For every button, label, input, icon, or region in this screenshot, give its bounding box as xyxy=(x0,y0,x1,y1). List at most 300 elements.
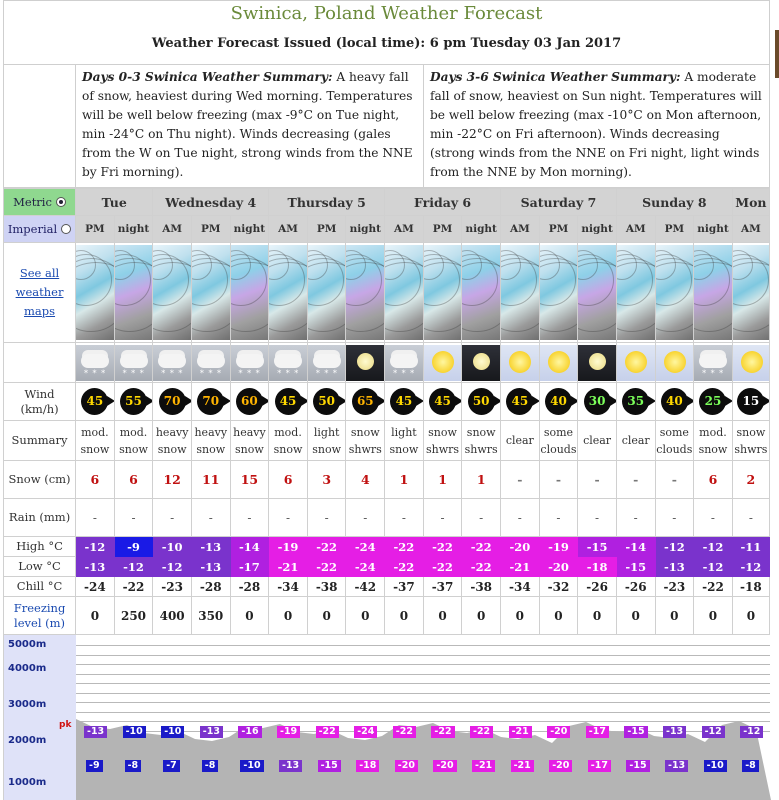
altitude-label: 4000m xyxy=(8,663,47,674)
summary-cell: snow shwrs xyxy=(462,421,501,461)
weather-icon xyxy=(656,345,694,381)
rain-cell: - xyxy=(501,499,540,537)
wind-cell xyxy=(230,383,269,421)
weather-icon-cell xyxy=(230,343,269,383)
mountain-profile xyxy=(3,635,770,800)
weather-map-image[interactable] xyxy=(385,245,423,340)
freezing-level-cell: 400 xyxy=(153,597,192,635)
chill-cell: -32 xyxy=(539,577,578,597)
wind-arrow-icon xyxy=(687,396,694,406)
snow-cell: - xyxy=(578,461,617,499)
low-temp-cell: -12 xyxy=(153,557,192,577)
weather-map-cell[interactable] xyxy=(462,243,501,343)
peak-temp-tag: -10 xyxy=(123,726,146,738)
icon-row-label xyxy=(4,343,76,383)
freezing-level-cell: 0 xyxy=(307,597,346,635)
summary-cell: clear xyxy=(616,421,655,461)
low-temp-cell: -21 xyxy=(501,557,540,577)
period-header: AM xyxy=(153,216,192,243)
weather-map-cell[interactable] xyxy=(655,243,694,343)
high-temp-cell: -12 xyxy=(76,537,115,557)
snow-cell: 1 xyxy=(385,461,424,499)
cloud-icon xyxy=(236,354,264,368)
weather-icon xyxy=(153,345,191,381)
wind-arrow-icon xyxy=(185,396,192,406)
weather-map-image[interactable] xyxy=(462,245,500,340)
low-temp-cell: -20 xyxy=(539,557,578,577)
weather-icon-cell xyxy=(269,343,308,383)
metric-label: Metric xyxy=(13,195,52,209)
weather-icon-cell xyxy=(346,343,385,383)
wind-arrow-icon xyxy=(262,396,269,406)
grid-line xyxy=(76,645,770,646)
base-temp-tag: -18 xyxy=(356,760,379,772)
peak-marker: pk xyxy=(59,720,72,730)
wind-cell xyxy=(191,383,230,421)
wind-cell xyxy=(732,383,769,421)
high-temp-cell: -9 xyxy=(114,537,153,557)
summary-cell: some clouds xyxy=(655,421,694,461)
weather-icon xyxy=(424,345,462,381)
weather-map-cell[interactable] xyxy=(76,243,115,343)
snowflake-icon: * * * xyxy=(702,368,725,378)
high-temp-cell: -12 xyxy=(694,537,733,557)
isobar-line xyxy=(462,262,500,340)
peak-temp-tag: -12 xyxy=(702,726,725,738)
snow-cell: 12 xyxy=(153,461,192,499)
chill-cell: -37 xyxy=(423,577,462,597)
wind-speed-badge xyxy=(468,388,495,415)
isobar-line xyxy=(269,262,307,340)
forecast-header xyxy=(3,0,770,64)
snow-cell: 1 xyxy=(423,461,462,499)
peak-temp-tag: -12 xyxy=(740,726,763,738)
weather-icon xyxy=(617,345,655,381)
freezing-level-cell: 0 xyxy=(578,597,617,635)
weather-icon xyxy=(231,345,269,381)
day-header: Wednesday 4 xyxy=(153,189,269,216)
isobar-line xyxy=(346,262,384,340)
imperial-option[interactable] xyxy=(4,216,76,243)
wind-cell xyxy=(423,383,462,421)
peak-temp-tag: -13 xyxy=(663,726,686,738)
isobar-line xyxy=(540,262,578,340)
altitude-label: 5000m xyxy=(8,639,47,650)
weather-map-cell[interactable] xyxy=(307,243,346,343)
weather-icon-cell xyxy=(307,343,346,383)
weather-map-image[interactable] xyxy=(308,245,346,340)
summary-cell: mod. snow xyxy=(694,421,733,461)
peak-temp-tag: -17 xyxy=(586,726,609,738)
isobar-line xyxy=(733,262,770,340)
base-temp-tag: -9 xyxy=(86,760,103,772)
peak-temp-tag: -20 xyxy=(547,726,570,738)
summary-a-title: Days 0-3 Swinica Weather Summary: xyxy=(82,70,333,84)
peak-temp-tag: -10 xyxy=(161,726,184,738)
cloud-icon xyxy=(120,354,148,368)
chill-cell: -37 xyxy=(385,577,424,597)
peak-temp-tag: -15 xyxy=(624,726,647,738)
weather-maps-link[interactable]: See all weather maps xyxy=(15,266,64,318)
period-header: AM xyxy=(385,216,424,243)
high-temp-cell: -22 xyxy=(385,537,424,557)
wind-speed-value: 45 xyxy=(279,394,297,408)
wind-speed-value: 40 xyxy=(550,394,567,408)
period-header: AM xyxy=(501,216,540,243)
weather-icon-cell xyxy=(732,343,769,383)
wind-arrow-icon xyxy=(223,396,230,406)
weather-map-cell[interactable] xyxy=(694,243,733,343)
weather-map-cell[interactable] xyxy=(230,243,269,343)
imperial-label: Imperial xyxy=(7,222,58,236)
sun-icon xyxy=(741,351,763,373)
weather-map-image[interactable] xyxy=(540,245,578,340)
moon-icon xyxy=(589,353,606,370)
rain-cell: - xyxy=(732,499,769,537)
isobar-line xyxy=(424,262,462,340)
freezing-level-cell: 0 xyxy=(423,597,462,635)
period-header: AM xyxy=(616,216,655,243)
weather-map-cell[interactable] xyxy=(346,243,385,343)
weather-icon xyxy=(385,345,423,381)
isobar-line xyxy=(76,262,114,340)
wind-cell xyxy=(462,383,501,421)
wind-arrow-icon xyxy=(416,396,423,406)
sun-icon xyxy=(548,351,570,373)
weather-map-image[interactable] xyxy=(424,245,462,340)
wind-speed-badge xyxy=(236,388,263,415)
weather-map-image[interactable] xyxy=(694,245,732,340)
high-temp-cell: -20 xyxy=(501,537,540,557)
rain-cell: - xyxy=(114,499,153,537)
wind-speed-badge xyxy=(699,388,726,415)
wind-arrow-icon xyxy=(301,396,308,406)
rain-cell: - xyxy=(655,499,694,537)
wind-speed-value: 25 xyxy=(704,394,722,408)
isobar-line xyxy=(153,262,191,340)
weather-icon-cell xyxy=(191,343,230,383)
grid-line xyxy=(76,664,770,665)
summary-cell: snow shwrs xyxy=(346,421,385,461)
rain-cell: - xyxy=(76,499,115,537)
wind-speed-value: 45 xyxy=(86,394,104,408)
freezing-level-cell: 0 xyxy=(346,597,385,635)
summary-cell: mod. snow xyxy=(76,421,115,461)
snow-label: Snow (cm) xyxy=(4,461,76,499)
summary-cell: clear xyxy=(578,421,617,461)
day-header: Thursday 5 xyxy=(269,189,385,216)
wind-speed-badge xyxy=(81,388,108,415)
cloud-icon xyxy=(274,354,302,368)
isobar-line xyxy=(231,262,269,340)
weather-icon xyxy=(694,345,732,381)
weather-map-image[interactable] xyxy=(115,245,153,340)
weather-icon-cell xyxy=(616,343,655,383)
rain-cell: - xyxy=(539,499,578,537)
metric-option[interactable] xyxy=(4,189,76,216)
isobar-line xyxy=(385,262,423,340)
base-temp-tag: -8 xyxy=(125,760,142,772)
wind-speed-value: 30 xyxy=(588,394,606,408)
weather-icon-cell xyxy=(153,343,192,383)
chill-cell: -18 xyxy=(732,577,769,597)
wind-speed-value: 40 xyxy=(665,394,683,408)
chill-cell: -34 xyxy=(269,577,308,597)
freezing-level-cell: 0 xyxy=(539,597,578,635)
isobar-line xyxy=(308,262,346,340)
snowflake-icon: * * * xyxy=(277,368,300,378)
weather-map-image[interactable] xyxy=(76,245,114,340)
day-header: Saturday 7 xyxy=(501,189,617,216)
cloud-icon xyxy=(158,354,186,368)
day-header: Sunday 8 xyxy=(616,189,732,216)
snow-cell: - xyxy=(539,461,578,499)
weather-icon xyxy=(578,345,616,381)
period-header: PM xyxy=(191,216,230,243)
rain-cell: - xyxy=(191,499,230,537)
rain-cell: - xyxy=(153,499,192,537)
wind-speed-value: 15 xyxy=(742,394,760,408)
rain-cell: - xyxy=(694,499,733,537)
peak-temp-tag: -22 xyxy=(431,726,454,738)
snow-cell: 6 xyxy=(76,461,115,499)
snowflake-icon: * * * xyxy=(84,368,107,378)
freezing-level-cell: 250 xyxy=(114,597,153,635)
cloud-icon xyxy=(313,354,341,368)
peak-temp-tag: -22 xyxy=(470,726,493,738)
period-header: night xyxy=(578,216,617,243)
summary-b-title: Days 3-6 Swinica Weather Summary: xyxy=(430,70,681,84)
freezing-level-label: Freezing level (m) xyxy=(4,597,76,635)
summary-days-3-6 xyxy=(424,65,769,187)
page-title: Swinica, Poland Weather Forecast xyxy=(230,3,543,24)
weather-map-cell[interactable] xyxy=(501,243,540,343)
weather-map-image[interactable] xyxy=(733,245,770,340)
grid-line xyxy=(76,683,770,684)
issued-time: Weather Forecast Issued (local time): 6 pm Tuesday 03 Jan 2017 xyxy=(151,36,622,51)
base-temp-tag: -21 xyxy=(511,760,534,772)
weather-map-cell[interactable] xyxy=(539,243,578,343)
base-temp-tag: -8 xyxy=(202,760,219,772)
low-temp-cell: -21 xyxy=(269,557,308,577)
snowflake-icon: * * * xyxy=(161,368,184,378)
isobar-line xyxy=(115,262,153,340)
wind-cell xyxy=(346,383,385,421)
weather-icon xyxy=(462,345,500,381)
rain-cell: - xyxy=(346,499,385,537)
period-header: night xyxy=(114,216,153,243)
low-temp-cell: -17 xyxy=(230,557,269,577)
cloud-icon xyxy=(390,354,418,368)
base-temp-tag: -21 xyxy=(472,760,495,772)
wind-cell xyxy=(153,383,192,421)
snow-cell: 6 xyxy=(269,461,308,499)
weather-map-image[interactable] xyxy=(192,245,230,340)
freezing-level-cell: 0 xyxy=(230,597,269,635)
base-temp-tag: -13 xyxy=(279,760,302,772)
base-temp-tag: -15 xyxy=(626,760,649,772)
snow-cell: 6 xyxy=(694,461,733,499)
high-temp-cell: -19 xyxy=(269,537,308,557)
wind-speed-value: 65 xyxy=(356,394,374,408)
base-temp-tag: -20 xyxy=(433,760,456,772)
weather-icon-cell xyxy=(462,343,501,383)
sun-icon xyxy=(509,351,531,373)
snowflake-icon: * * * xyxy=(393,368,416,378)
summary-days-0-3 xyxy=(76,65,424,187)
peak-temp-tag: -22 xyxy=(393,726,416,738)
period-header: night xyxy=(346,216,385,243)
weather-icon-cell xyxy=(694,343,733,383)
rain-cell: - xyxy=(578,499,617,537)
wind-speed-badge xyxy=(429,388,456,415)
weather-icon-cell xyxy=(76,343,115,383)
period-header: PM xyxy=(539,216,578,243)
wind-arrow-icon xyxy=(532,396,539,406)
weather-map-cell[interactable] xyxy=(114,243,153,343)
weather-map-cell[interactable] xyxy=(191,243,230,343)
metric-radio[interactable] xyxy=(56,197,66,207)
freezing-level-cell: 0 xyxy=(616,597,655,635)
wind-speed-badge xyxy=(313,388,340,415)
summary-cell: mod. snow xyxy=(114,421,153,461)
cloud-icon xyxy=(81,354,109,368)
chill-cell: -28 xyxy=(191,577,230,597)
freezing-level-cell: 0 xyxy=(462,597,501,635)
high-temp-cell: -14 xyxy=(230,537,269,557)
peak-temp-tag: -19 xyxy=(277,726,300,738)
snowflake-icon: * * * xyxy=(238,368,261,378)
weather-map-cell[interactable] xyxy=(732,243,769,343)
wind-cell xyxy=(269,383,308,421)
rain-cell: - xyxy=(230,499,269,537)
weather-map-image[interactable] xyxy=(153,245,191,340)
wind-speed-badge xyxy=(622,388,649,415)
peak-temp-tag: -24 xyxy=(354,726,377,738)
day-header: Mon xyxy=(732,189,769,216)
summary-cell: clear xyxy=(501,421,540,461)
wind-speed-badge xyxy=(352,388,379,415)
period-header: night xyxy=(694,216,733,243)
rain-cell: - xyxy=(616,499,655,537)
base-temp-tag: -17 xyxy=(588,760,611,772)
weather-map-image[interactable] xyxy=(578,245,616,340)
high-temp-cell: -22 xyxy=(423,537,462,557)
peak-temp-tag: -16 xyxy=(238,726,261,738)
wind-arrow-icon xyxy=(494,396,501,406)
low-temp-cell: -12 xyxy=(114,557,153,577)
wind-cell xyxy=(385,383,424,421)
weather-map-image[interactable] xyxy=(617,245,655,340)
weather-icon xyxy=(346,345,384,381)
base-temp-tag: -20 xyxy=(549,760,572,772)
summary-cell: snow shwrs xyxy=(423,421,462,461)
side-tab xyxy=(775,30,779,78)
freezing-level-cell: 0 xyxy=(655,597,694,635)
low-temp-cell: -12 xyxy=(732,557,769,577)
low-temp-cell: -22 xyxy=(307,557,346,577)
wind-cell xyxy=(694,383,733,421)
weather-map-image[interactable] xyxy=(269,245,307,340)
moon-icon xyxy=(357,353,374,370)
wind-arrow-icon xyxy=(146,396,153,406)
weather-map-cell[interactable] xyxy=(385,243,424,343)
weather-map-cell[interactable] xyxy=(423,243,462,343)
low-temp-cell: -24 xyxy=(346,557,385,577)
high-temp-cell: -12 xyxy=(655,537,694,557)
rain-cell: - xyxy=(462,499,501,537)
weather-map-cell[interactable] xyxy=(269,243,308,343)
freezing-level-cell: 0 xyxy=(385,597,424,635)
weather-map-image[interactable] xyxy=(656,245,694,340)
peak-temp-tag: -22 xyxy=(316,726,339,738)
wind-cell xyxy=(655,383,694,421)
summary-cell: light snow xyxy=(307,421,346,461)
low-temp-cell: -18 xyxy=(578,557,617,577)
imperial-radio[interactable] xyxy=(61,224,71,234)
chill-cell: -38 xyxy=(462,577,501,597)
isobar-line xyxy=(617,262,655,340)
wind-speed-badge xyxy=(661,388,688,415)
wind-arrow-icon xyxy=(378,396,385,406)
summary-cell: mod. snow xyxy=(269,421,308,461)
chill-cell: -34 xyxy=(501,577,540,597)
base-temp-tag: -13 xyxy=(665,760,688,772)
sun-icon xyxy=(664,351,686,373)
base-temp-tag: -10 xyxy=(240,760,263,772)
low-temp-cell: -22 xyxy=(423,557,462,577)
grid-line xyxy=(76,702,770,703)
weather-map-image[interactable] xyxy=(501,245,539,340)
wind-speed-badge xyxy=(584,388,611,415)
isobar-line xyxy=(501,262,539,340)
wind-arrow-icon xyxy=(610,396,617,406)
snowflake-icon: * * * xyxy=(315,368,338,378)
wind-speed-badge xyxy=(275,388,302,415)
wind-arrow-icon xyxy=(107,396,114,406)
freezing-level-cell: 350 xyxy=(191,597,230,635)
high-temp-label: High °C xyxy=(4,537,76,557)
chill-label: Chill °C xyxy=(4,577,76,597)
snow-cell: 1 xyxy=(462,461,501,499)
wind-speed-value: 70 xyxy=(202,394,220,408)
rain-cell: - xyxy=(385,499,424,537)
weather-map-cell[interactable] xyxy=(578,243,617,343)
peak-temp-tag: -21 xyxy=(509,726,532,738)
high-temp-cell: -13 xyxy=(191,537,230,557)
weather-map-cell[interactable] xyxy=(616,243,655,343)
weather-icon xyxy=(308,345,346,381)
wind-cell xyxy=(307,383,346,421)
weather-map-image[interactable] xyxy=(346,245,384,340)
summary-cell: some clouds xyxy=(539,421,578,461)
isobar-line xyxy=(656,262,694,340)
grid-line xyxy=(76,655,770,656)
period-header: PM xyxy=(307,216,346,243)
weather-map-cell[interactable] xyxy=(153,243,192,343)
grid-line xyxy=(76,693,770,694)
wind-cell xyxy=(501,383,540,421)
chill-cell: -28 xyxy=(230,577,269,597)
rain-cell: - xyxy=(307,499,346,537)
wind-label: Wind (km/h) xyxy=(4,383,76,421)
wind-speed-value: 50 xyxy=(318,394,336,408)
weather-icon xyxy=(76,345,114,381)
summary-cell: light snow xyxy=(385,421,424,461)
snow-cell: 11 xyxy=(191,461,230,499)
weather-map-image[interactable] xyxy=(231,245,269,340)
high-temp-cell: -22 xyxy=(307,537,346,557)
